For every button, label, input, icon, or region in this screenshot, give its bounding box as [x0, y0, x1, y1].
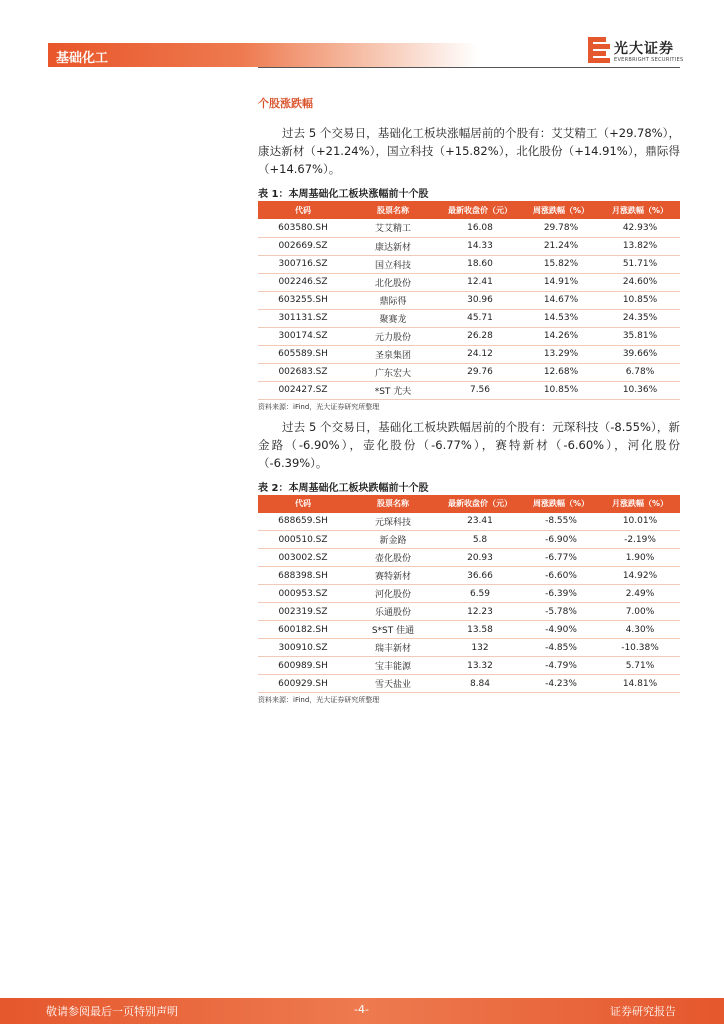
- table-cell: 新金路: [348, 531, 438, 549]
- table-cell: 13.32: [438, 657, 522, 675]
- table-cell: 广东宏大: [348, 363, 438, 381]
- table-cell: 5.71%: [600, 657, 680, 675]
- table1-title: 表 1：本周基础化工板块涨幅前十个股: [258, 189, 429, 200]
- table-cell: 688398.SH: [258, 567, 348, 585]
- table-cell: 20.93: [438, 549, 522, 567]
- table-cell: 13.29%: [522, 345, 600, 363]
- table-row: [258, 657, 680, 675]
- table-cell: 300716.SZ: [258, 255, 348, 273]
- table-row: [258, 531, 680, 549]
- table-cell: 6.78%: [600, 363, 680, 381]
- logo-text: 光大证券: [614, 41, 674, 57]
- table2-source: 资料来源：iFind，光大证券研究所整理: [258, 696, 380, 704]
- table-cell: 10.01%: [600, 513, 680, 531]
- table-cell: 24.35%: [600, 309, 680, 327]
- table-cell: 聚赛龙: [348, 309, 438, 327]
- table-cell: 51.71%: [600, 255, 680, 273]
- table-cell: 36.66: [438, 567, 522, 585]
- table-cell: 000510.SZ: [258, 531, 348, 549]
- table-row: [258, 219, 680, 237]
- table-cell: 北化股份: [348, 273, 438, 291]
- table-cell: 瑞丰新材: [348, 639, 438, 657]
- table-cell: 14.53%: [522, 309, 600, 327]
- col-header: 最新收盘价（元）: [438, 495, 522, 513]
- col-header: 代码: [258, 201, 348, 219]
- table-cell: 000953.SZ: [258, 585, 348, 603]
- table1-source: 资料来源：iFind，光大证券研究所整理: [258, 402, 380, 411]
- table-cell: 600182.SH: [258, 621, 348, 639]
- table-cell: 002246.SZ: [258, 273, 348, 291]
- table-cell: 002683.SZ: [258, 363, 348, 381]
- table-cell: -6.77%: [522, 549, 600, 567]
- table-row: [258, 273, 680, 291]
- table-header-row: [258, 495, 680, 513]
- table-cell: -6.39%: [522, 585, 600, 603]
- table-cell: 13.82%: [600, 237, 680, 255]
- table-row: [258, 309, 680, 327]
- table-cell: 600989.SH: [258, 657, 348, 675]
- table-cell: 45.71: [438, 309, 522, 327]
- table-cell: 宝丰能源: [348, 657, 438, 675]
- table-cell: 14.33: [438, 237, 522, 255]
- table-cell: 23.41: [438, 513, 522, 531]
- table-cell: 35.81%: [600, 327, 680, 345]
- table-cell: 30.96: [438, 291, 522, 309]
- table-cell: -8.55%: [522, 513, 600, 531]
- table-cell: S*ST 佳通: [348, 621, 438, 639]
- table-cell: 24.60%: [600, 273, 680, 291]
- gainers-paragraph: 过去 5 个交易日，基础化工板块涨幅居前的个股有：艾艾精工（+29.78%），康达新材（+21.24%），国立科技（+15.82%），北化股份（+14.91%），鼎际得（+14.67%）。: [258, 126, 680, 176]
- section-title: 个股涨跌幅: [258, 97, 313, 110]
- table-cell: 2.49%: [600, 585, 680, 603]
- col-header: 月涨跌幅（%）: [600, 495, 680, 513]
- table-row: [258, 585, 680, 603]
- table-cell: 河化股份: [348, 585, 438, 603]
- table-row: [258, 567, 680, 585]
- table-cell: 15.82%: [522, 255, 600, 273]
- table2-body: [258, 513, 680, 693]
- table-top-gainers: [258, 201, 680, 400]
- table-cell: 壶化股份: [348, 549, 438, 567]
- table-cell: 29.76: [438, 363, 522, 381]
- table-cell: 7.56: [438, 381, 522, 399]
- table-top-losers: [258, 495, 680, 694]
- table-cell: 鼎际得: [348, 291, 438, 309]
- table-cell: 605589.SH: [258, 345, 348, 363]
- table-cell: 26.28: [438, 327, 522, 345]
- main-content: [258, 95, 680, 711]
- footer-bar: [0, 998, 724, 1024]
- table-cell: -5.78%: [522, 603, 600, 621]
- table-cell: 8.84: [438, 675, 522, 693]
- table-cell: 6.59: [438, 585, 522, 603]
- col-header: 股票名称: [348, 495, 438, 513]
- table-cell: -4.23%: [522, 675, 600, 693]
- table-cell: 雪天盐业: [348, 675, 438, 693]
- everbright-logo-icon: [588, 37, 610, 63]
- table-header-row: [258, 201, 680, 219]
- table-cell: 康达新材: [348, 237, 438, 255]
- table-cell: 14.67%: [522, 291, 600, 309]
- table-row: [258, 381, 680, 399]
- table-cell: 002319.SZ: [258, 603, 348, 621]
- table-row: [258, 345, 680, 363]
- table-row: [258, 255, 680, 273]
- table-cell: 14.92%: [600, 567, 680, 585]
- table-row: [258, 603, 680, 621]
- table-cell: 300174.SZ: [258, 327, 348, 345]
- table-cell: 300910.SZ: [258, 639, 348, 657]
- col-header: 周涨跌幅（%）: [522, 495, 600, 513]
- col-header: 股票名称: [348, 201, 438, 219]
- table-cell: -2.19%: [600, 531, 680, 549]
- header-band: [48, 43, 478, 67]
- table-cell: 乐通股份: [348, 603, 438, 621]
- table-row: [258, 675, 680, 693]
- table-cell: 10.36%: [600, 381, 680, 399]
- table-row: [258, 639, 680, 657]
- logo-subtext: EVERBRIGHT SECURITIES: [614, 57, 684, 63]
- table-cell: 5.8: [438, 531, 522, 549]
- table-cell: -4.79%: [522, 657, 600, 675]
- table-cell: 002669.SZ: [258, 237, 348, 255]
- table-cell: 29.78%: [522, 219, 600, 237]
- table-cell: -6.90%: [522, 531, 600, 549]
- table-cell: -4.85%: [522, 639, 600, 657]
- table-row: [258, 291, 680, 309]
- table-cell: 14.81%: [600, 675, 680, 693]
- table-cell: 艾艾精工: [348, 219, 438, 237]
- table-cell: -6.60%: [522, 567, 600, 585]
- table1-body: [258, 219, 680, 399]
- table-cell: 7.00%: [600, 603, 680, 621]
- table-row: [258, 513, 680, 531]
- table-cell: 16.08: [438, 219, 522, 237]
- table-row: [258, 327, 680, 345]
- table-cell: 4.30%: [600, 621, 680, 639]
- table-cell: 600929.SH: [258, 675, 348, 693]
- table2-title: 表 2：本周基础化工板块跌幅前十个股: [258, 482, 429, 494]
- col-header: 代码: [258, 495, 348, 513]
- table-cell: 603580.SH: [258, 219, 348, 237]
- header-title: 基础化工: [56, 51, 109, 66]
- table-row: [258, 549, 680, 567]
- table-cell: 18.60: [438, 255, 522, 273]
- table-cell: 301131.SZ: [258, 309, 348, 327]
- table-row: [258, 363, 680, 381]
- table-cell: 21.24%: [522, 237, 600, 255]
- table-cell: 12.23: [438, 603, 522, 621]
- table-cell: 13.58: [438, 621, 522, 639]
- table-cell: 14.26%: [522, 327, 600, 345]
- table-cell: -4.90%: [522, 621, 600, 639]
- table-cell: 12.41: [438, 273, 522, 291]
- table-cell: 003002.SZ: [258, 549, 348, 567]
- header-rule: [258, 67, 680, 68]
- table-cell: 14.91%: [522, 273, 600, 291]
- table-cell: 1.90%: [600, 549, 680, 567]
- col-header: 月涨跌幅（%）: [600, 201, 680, 219]
- table-cell: 39.66%: [600, 345, 680, 363]
- losers-paragraph: 过去 5 个交易日，基础化工板块跌幅居前的个股有：元琛科技（-8.55%），新金路（-6.90%），壶化股份（-6.77%），赛特新材（-6.60%），河化股份（-6.39%）。: [258, 419, 680, 470]
- table-cell: 132: [438, 639, 522, 657]
- table-cell: 12.68%: [522, 363, 600, 381]
- footer-report-type: 证券研究报告: [610, 1005, 676, 1018]
- table-row: [258, 237, 680, 255]
- table-cell: 国立科技: [348, 255, 438, 273]
- table-cell: -10.38%: [600, 639, 680, 657]
- table-cell: 元力股份: [348, 327, 438, 345]
- table-cell: 42.93%: [600, 219, 680, 237]
- table-cell: 10.85%: [600, 291, 680, 309]
- table-cell: 603255.SH: [258, 291, 348, 309]
- table-cell: 赛特新材: [348, 567, 438, 585]
- footer-disclaimer: 敬请参阅最后一页特别声明: [46, 1005, 178, 1018]
- page-number: -4-: [354, 1003, 369, 1016]
- table-cell: *ST 尤夫: [348, 381, 438, 399]
- table-cell: 10.85%: [522, 381, 600, 399]
- table-cell: 688659.SH: [258, 513, 348, 531]
- table-cell: 圣泉集团: [348, 345, 438, 363]
- table-row: [258, 621, 680, 639]
- col-header: 最新收盘价（元）: [438, 201, 522, 219]
- col-header: 周涨跌幅（%）: [522, 201, 600, 219]
- table-cell: 元琛科技: [348, 513, 438, 531]
- table-cell: 002427.SZ: [258, 381, 348, 399]
- table-cell: 24.12: [438, 345, 522, 363]
